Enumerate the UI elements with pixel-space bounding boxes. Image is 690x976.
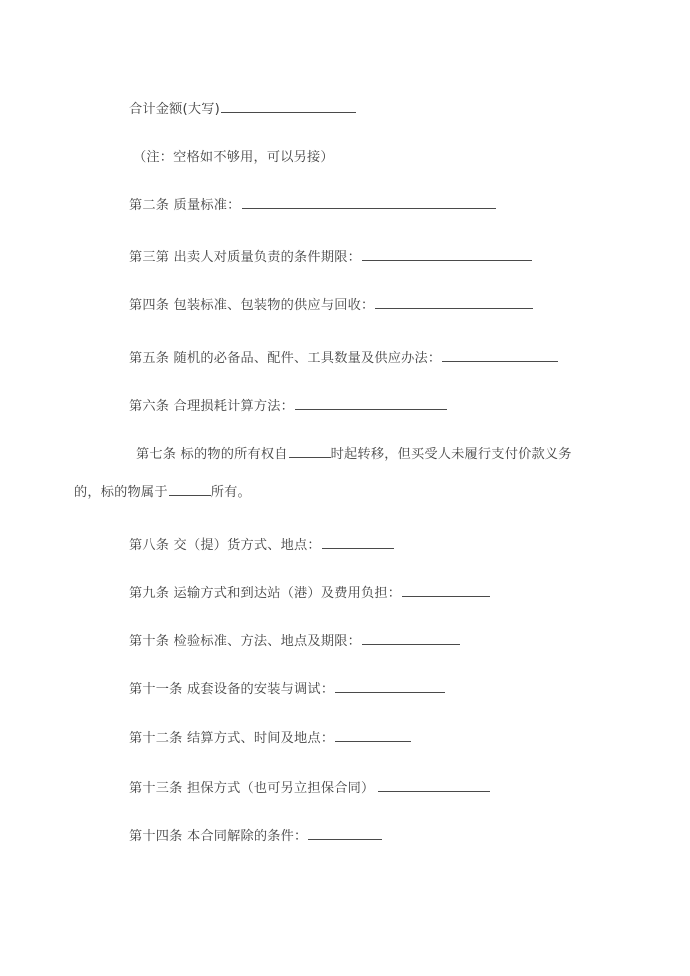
paragraph-article-8 (129, 537, 394, 555)
paragraph-article-9 (129, 585, 490, 603)
article-8-label: 第八条 交（提）货方式、地点： (129, 538, 321, 553)
article-13-label: 第十三条 担保方式（也可另立担保合同） (129, 781, 375, 796)
article-3-blank (362, 249, 532, 261)
article-5-label: 第五条 随机的必备品、配件、工具数量及供应办法： (129, 351, 442, 366)
total-amount-blank (221, 101, 356, 113)
article-4-blank (375, 297, 533, 309)
paragraph-article-11 (129, 681, 445, 699)
article-7-label: 第七条 标的物的所有权自 (136, 447, 288, 462)
article-14-blank (308, 828, 382, 840)
article-12-label: 第十二条 结算方式、时间及地点： (129, 731, 335, 746)
article-6-blank (295, 398, 447, 410)
article-5-blank (442, 350, 558, 362)
article-7-wrap-text-end: 所有。 (210, 485, 251, 500)
paragraph-total-amount (129, 101, 356, 119)
article-14-label: 第十四条 本合同解除的条件： (129, 829, 308, 844)
paragraph-article-12 (129, 730, 411, 748)
article-7-text-continued: 时起转移，但买受人未履行支付价款义务 (330, 447, 572, 462)
article-7-blank-owner (169, 484, 211, 496)
article-2-label: 第二条 质量标准： (129, 198, 241, 213)
paragraph-article-4 (129, 297, 533, 315)
article-7-blank-transfer-time (289, 446, 331, 458)
article-10-blank (362, 633, 460, 645)
article-6-label: 第六条 合理损耗计算方法： (129, 399, 295, 414)
article-8-blank (322, 537, 394, 549)
article-10-label: 第十条 检验标准、方法、地点及期限： (129, 634, 361, 649)
note-text: （注：空格如不够用，可以另接） (133, 150, 334, 165)
paragraph-article-6 (129, 398, 447, 416)
article-7-wrap-text: 的，标的物属于 (74, 485, 168, 500)
article-11-blank (335, 681, 445, 693)
article-13-blank (378, 780, 490, 792)
paragraph-article-14 (129, 828, 382, 846)
article-4-label: 第四条 包装标准、包装物的供应与回收： (129, 298, 375, 313)
paragraph-note (133, 149, 334, 167)
paragraph-article-5 (129, 350, 558, 368)
article-2-blank (242, 197, 496, 209)
paragraph-article-7 (136, 446, 572, 464)
total-amount-label: 合计金额(大写) (129, 102, 221, 117)
article-12-blank (335, 730, 411, 742)
paragraph-article-7-wrap (74, 484, 251, 502)
paragraph-article-3 (129, 249, 532, 267)
paragraph-article-2 (129, 197, 496, 215)
article-11-label: 第十一条 成套设备的安装与调试： (129, 682, 335, 697)
paragraph-article-10 (129, 633, 460, 651)
article-3-label: 第三第 出卖人对质量负责的条件期限： (129, 250, 361, 265)
article-9-label: 第九条 运输方式和到达站（港）及费用负担： (129, 586, 402, 601)
article-9-blank (402, 585, 490, 597)
paragraph-article-13 (129, 780, 490, 798)
